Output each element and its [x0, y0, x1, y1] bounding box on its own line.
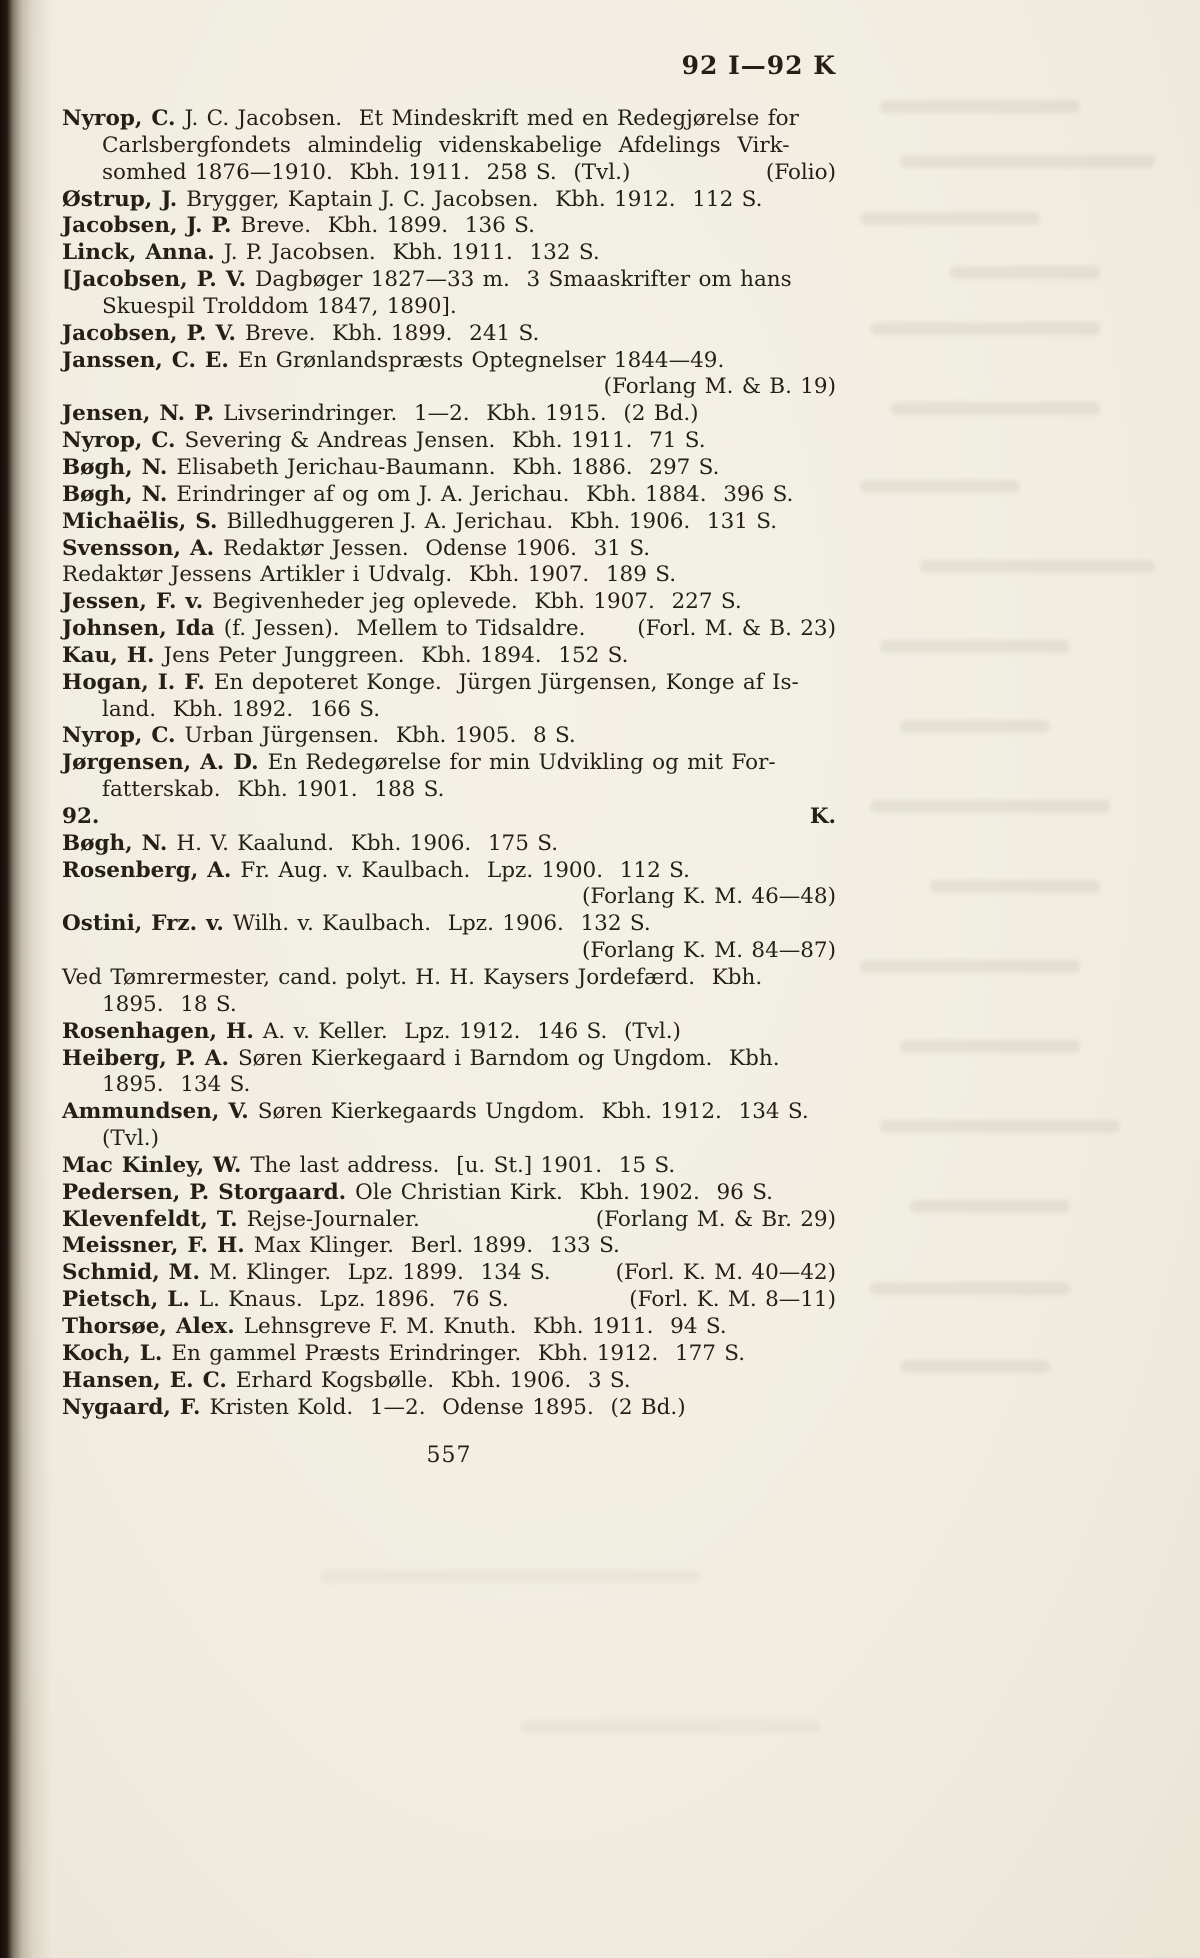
entry-author: Klevenfeldt, T.: [62, 1206, 238, 1232]
entry-author: 92.: [62, 803, 100, 829]
entry-text: Lehnsgreve F. M. Knuth. Kbh. 1911. 94 S.: [243, 1313, 727, 1339]
bleed-through-artifact: [950, 266, 1100, 279]
entry-line: [62, 482, 836, 509]
entry-line: [62, 1233, 836, 1260]
entry-author: Jessen, F. v.: [62, 589, 204, 615]
entry-text: Livserindringer. 1—2. Kbh. 1915. (2 Bd.): [223, 401, 699, 427]
entry-text: En gammel Præsts Erindringer. Kbh. 1912. 177 S.: [171, 1340, 746, 1366]
entry-line: [62, 938, 836, 965]
entry-author: Jensen, N. P.: [62, 401, 215, 427]
entry-text: Søren Kierkegaards Ungdom. Kbh. 1912. 134 S.: [257, 1099, 809, 1125]
entry-line: [62, 455, 836, 482]
entry-line: [62, 321, 836, 348]
entry-text: Max Klinger. Berl. 1899. 133 S.: [253, 1233, 620, 1259]
entry-author: Bøgh, N.: [62, 830, 168, 856]
entry-text: L. Knaus. Lpz. 1896. 76 S.: [198, 1287, 509, 1313]
entry-line: [62, 643, 836, 670]
entry-line: [62, 858, 836, 885]
bleed-through-artifact: [900, 1360, 1050, 1373]
entry-text: Breve. Kbh. 1899. 136 S.: [240, 213, 535, 239]
entry-text: Skuespil Trolddom 1847, 1890].: [102, 293, 457, 319]
entry-reference-note: (Forl. M. & B. 23): [637, 616, 836, 642]
entry-line: [62, 536, 836, 563]
entry-line: [62, 1126, 836, 1153]
entry-author: Østrup, J.: [62, 186, 178, 212]
bleed-through-artifact: [860, 212, 1040, 225]
text-column: [62, 52, 836, 1468]
entry-text: land. Kbh. 1892. 166 S.: [102, 696, 381, 722]
entry-author: Svensson, A.: [62, 535, 215, 561]
entry-line: [62, 1019, 836, 1046]
bleed-through-artifact: [930, 880, 1100, 893]
entry-text: 1895. 134 S.: [102, 1072, 251, 1098]
entry-line: [62, 509, 836, 536]
entry-line: [62, 1153, 836, 1180]
entry-reference-note: (Folio): [765, 159, 836, 185]
entry-text: Brygger, Kaptain J. C. Jacobsen. Kbh. 1912. 112 S.: [186, 186, 763, 212]
entry-author: Janssen, C. E.: [62, 347, 229, 373]
entry-line: [62, 1207, 836, 1234]
entry-text: Billedhuggeren J. A. Jerichau. Kbh. 1906. 131 S.: [226, 508, 778, 534]
entry-text: Dagbøger 1827—33 m. 3 Smaaskrifter om hans: [255, 267, 792, 293]
entry-line: [62, 1368, 836, 1395]
entry-text: Jens Peter Junggreen. Kbh. 1894. 152 S.: [163, 642, 629, 668]
entry-text: Erhard Kogsbølle. Kbh. 1906. 3 S.: [235, 1367, 631, 1393]
entry-text: Erindringer af og om J. A. Jerichau. Kbh. 1884. 396 S.: [176, 481, 794, 507]
entry-line: [62, 428, 836, 455]
entry-line: [62, 777, 836, 804]
entry-line: [62, 750, 836, 777]
entry-line: [62, 884, 836, 911]
entry-text: Redaktør Jessen. Odense 1906. 31 S.: [223, 535, 651, 561]
entry-author: Bøgh, N.: [62, 454, 168, 480]
entry-line: [62, 106, 836, 133]
entry-reference-note: (Forl. K. M. 40—42): [615, 1260, 836, 1286]
entry-author: Thorsøe, Alex.: [62, 1313, 235, 1339]
entry-line: [62, 562, 836, 589]
entry-text: Kristen Kold. 1—2. Odense 1895. (2 Bd.): [209, 1394, 686, 1420]
bleed-through-artifact: [320, 1570, 700, 1583]
entry-text: Elisabeth Jerichau-Baumann. Kbh. 1886. 297 S.: [176, 454, 720, 480]
entry-author: Ammundsen, V.: [62, 1099, 249, 1125]
entry-line: [62, 1072, 836, 1099]
entry-text: J. C. Jacobsen. Et Mindeskrift med en Redegjørelse for: [184, 106, 799, 131]
entry-text: Severing & Andreas Jensen. Kbh. 1911. 71 S.: [184, 428, 706, 454]
entry-text: Wilh. v. Kaulbach. Lpz. 1906. 132 S.: [232, 911, 651, 937]
bleed-through-artifact: [910, 1200, 1070, 1213]
entry-line: [62, 804, 836, 831]
entry-text: Rejse-Journaler.: [246, 1206, 420, 1232]
entry-line: [62, 697, 836, 724]
entry-text: The last address. [u. St.] 1901. 15 S.: [250, 1152, 676, 1178]
bleed-through-artifact: [900, 720, 1050, 733]
entry-line: [62, 723, 836, 750]
entry-author: Rosenberg, A.: [62, 857, 232, 883]
entry-author: Pietsch, L.: [62, 1287, 190, 1313]
bleed-through-artifact: [920, 560, 1155, 573]
entry-text: Carlsbergfondets almindelig videnskabelige Afdelings Virk-: [102, 132, 790, 158]
bleed-through-artifact: [860, 480, 1020, 493]
entry-line: [62, 589, 836, 616]
entry-author: Linck, Anna.: [62, 240, 215, 266]
entry-author: Ostini, Frz. v.: [62, 911, 224, 937]
bleed-through-artifact: [860, 960, 1080, 973]
bleed-through-artifact: [880, 100, 1080, 113]
entry-line: [62, 160, 836, 187]
entry-line: [62, 374, 836, 401]
entry-text: Ved Tømrermester, cand. polyt. H. H. Kaysers Jordefærd. Kbh.: [62, 965, 763, 990]
entry-author: Koch, L.: [62, 1340, 163, 1366]
entry-line: [62, 1099, 836, 1126]
entry-line: [62, 1395, 836, 1422]
entry-line: [62, 348, 836, 375]
bleed-through-artifact: [880, 1120, 1120, 1133]
entry-author: Kau, H.: [62, 642, 155, 668]
bleed-through-artifact: [520, 1720, 820, 1733]
running-head: 92 I—92 K: [681, 51, 836, 80]
entry-author: [Jacobsen, P. V.: [62, 267, 247, 293]
entry-line: [62, 911, 836, 938]
entry-line: [62, 1046, 836, 1073]
entry-text: (Forlang K. M. 46—48): [581, 884, 836, 910]
entry-author: Schmid, M.: [62, 1260, 200, 1286]
entry-author: Nygaard, F.: [62, 1394, 201, 1420]
entry-author: Pedersen, P. Storgaard.: [62, 1179, 347, 1205]
entry-text: Fr. Aug. v. Kaulbach. Lpz. 1900. 112 S.: [240, 857, 690, 883]
entry-line: [62, 1341, 836, 1368]
section-letter: K.: [809, 803, 836, 829]
entry-author: Heiberg, P. A.: [62, 1045, 229, 1071]
entry-text: En Grønlandspræsts Optegnelser 1844—49.: [237, 347, 725, 373]
entry-author: Mac Kinley, W.: [62, 1152, 242, 1178]
entry-text: En Redegørelse for min Udvikling og mit For-: [267, 750, 776, 776]
entry-text: (Forlang M. & B. 19): [603, 374, 836, 400]
entry-text: (Forlang K. M. 84—87): [581, 938, 836, 964]
entry-line: [62, 670, 836, 697]
entry-author: Rosenhagen, H.: [62, 1018, 254, 1044]
bleed-through-artifact: [870, 1282, 1070, 1295]
page-number: 557: [426, 1443, 472, 1469]
entry-line: [62, 294, 836, 321]
entry-author: Meissner, F. H.: [62, 1233, 245, 1259]
entry-text: Begivenheder jeg oplevede. Kbh. 1907. 227 S.: [212, 589, 742, 615]
entry-text: fatterskab. Kbh. 1901. 188 S.: [102, 777, 445, 803]
entry-author: Nyrop, C.: [62, 106, 176, 131]
entry-author: Bøgh, N.: [62, 481, 168, 507]
bleed-through-artifact: [890, 402, 1100, 415]
bibliography-list: [62, 106, 836, 1421]
entry-text: En depoteret Konge. Jürgen Jürgensen, Konge af Is-: [213, 669, 799, 695]
entry-text: Breve. Kbh. 1899. 241 S.: [244, 320, 540, 346]
bleed-through-artifact: [900, 155, 1155, 168]
entry-line: [62, 831, 836, 858]
entry-line: [62, 213, 836, 240]
entry-text: Ole Christian Kirk. Kbh. 1902. 96 S.: [355, 1179, 773, 1205]
entry-text: Søren Kierkegaard i Barndom og Ungdom. Kbh.: [237, 1045, 780, 1071]
entry-author: Nyrop, C.: [62, 428, 176, 454]
entry-author: Hansen, E. C.: [62, 1367, 227, 1393]
entry-line: [62, 1260, 836, 1287]
binding-shadow: [0, 0, 52, 1958]
entry-text: Urban Jürgensen. Kbh. 1905. 8 S.: [184, 723, 576, 749]
entry-reference-note: (Forl. K. M. 8—11): [629, 1287, 836, 1313]
entry-text: Redaktør Jessens Artikler i Udvalg. Kbh. 1907. 189 S.: [62, 562, 677, 588]
entry-line: [62, 401, 836, 428]
entry-text: M. Klinger. Lpz. 1899. 134 S.: [208, 1260, 551, 1286]
entry-line: [62, 187, 836, 214]
entry-text: (f. Jessen). Mellem to Tidsaldre.: [223, 616, 586, 642]
bleed-through-artifact: [900, 1040, 1080, 1053]
bleed-through-artifact: [870, 322, 1100, 335]
entry-line: [62, 1287, 836, 1314]
entry-author: Johnsen, Ida: [62, 616, 215, 642]
entry-text: H. V. Kaalund. Kbh. 1906. 175 S.: [176, 830, 559, 856]
entry-text: somhed 1876—1910. Kbh. 1911. 258 S. (Tvl.): [102, 159, 631, 185]
entry-line: [62, 133, 836, 160]
entry-author: Nyrop, C.: [62, 723, 176, 749]
entry-line: [62, 965, 836, 992]
entry-author: Jørgensen, A. D.: [62, 750, 259, 776]
entry-author: Hogan, I. F.: [62, 669, 205, 695]
entry-author: Michaëlis, S.: [62, 508, 218, 534]
bleed-through-artifact: [870, 800, 1110, 813]
entry-author: Jacobsen, J. P.: [62, 213, 232, 239]
bleed-through-artifact: [880, 640, 1070, 653]
entry-line: [62, 992, 836, 1019]
entry-line: [62, 1314, 836, 1341]
entry-line: [62, 1180, 836, 1207]
entry-line: [62, 616, 836, 643]
entry-text: 1895. 18 S.: [102, 991, 237, 1017]
entry-reference-note: (Forlang M. & Br. 29): [595, 1206, 836, 1232]
entry-text: J. P. Jacobsen. Kbh. 1911. 132 S.: [223, 240, 600, 266]
entry-line: [62, 267, 836, 294]
entry-line: [62, 240, 836, 267]
entry-author: Jacobsen, P. V.: [62, 320, 236, 346]
entry-text: (Tvl.): [102, 1126, 159, 1152]
entry-text: A. v. Keller. Lpz. 1912. 146 S. (Tvl.): [262, 1018, 681, 1044]
